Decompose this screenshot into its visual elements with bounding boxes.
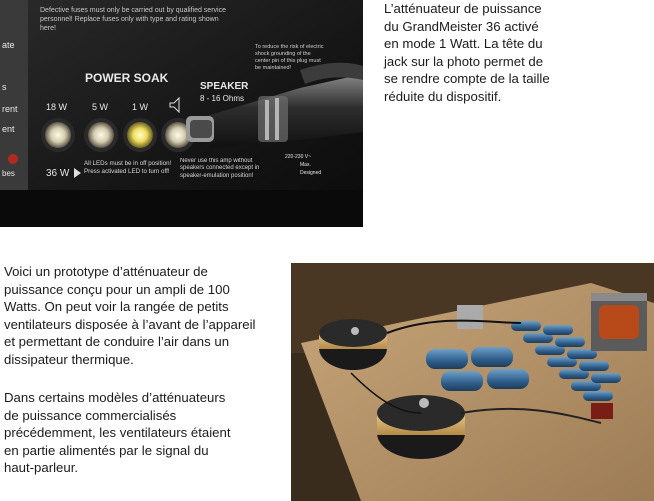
fuse-warning-text: Defective fuses must only be carried out by qualified service personnel! Replace fuses only with type and rating shown here!	[40, 7, 226, 32]
led-label-5w: 5 W	[92, 102, 109, 112]
led-18w-button[interactable]	[45, 122, 71, 148]
led-1w-button[interactable]	[127, 122, 153, 148]
led-label-18w: 18 W	[46, 102, 68, 112]
prototype-attenuator-photo	[291, 263, 654, 501]
led-note-text: All LEDs must be in off position! Press activated LED to turn off!	[84, 160, 172, 175]
amp-label-bes: bes	[2, 169, 15, 178]
voltage-label: 220-230 V~	[285, 154, 311, 160]
amp-label-ate: ate	[2, 40, 15, 50]
amp-label-ent: ent	[2, 124, 15, 134]
red-component	[591, 403, 613, 419]
amp-power-soak-photo	[0, 0, 363, 227]
amp-label-s: s	[2, 82, 7, 92]
transformer	[591, 293, 647, 351]
level-36w-label: 36 W	[46, 168, 70, 179]
designed-label: Designed	[300, 170, 322, 176]
speaker-note-text: Never use this amp without speakers connected except in speaker-emulation position!	[180, 158, 260, 179]
shock-warning-text: To reduce the risk of electric shock grounding of the center pin of this plug must be maintained!	[255, 44, 324, 71]
red-led-icon	[8, 154, 18, 164]
led-5w-button[interactable]	[88, 122, 114, 148]
caption-grandmeister: L’atténuateur de puissance du GrandMeister 36 activé en mode 1 Watt. La tête du jack sur la photo permet de se rendre compte de la taille réduite du dispositif.	[384, 1, 550, 104]
speaker-label: SPEAKER	[200, 81, 249, 92]
caption-commercial-models: Dans certains modèles d’atténuateurs de puissance commercialisés précédemment, les ventilateurs étaient en partie alimentés par le signal du haut-parleur.	[4, 390, 231, 476]
inductor-coil-top	[319, 319, 387, 370]
power-soak-label: POWER SOAK	[85, 71, 169, 85]
amp-label-rent: rent	[2, 104, 18, 114]
metal-bracket	[457, 305, 483, 329]
max-label: Max.	[300, 162, 311, 168]
led-label-1w: 1 W	[132, 102, 149, 112]
caption-prototype: Voici un prototype d’atténuateur de puissance conçu pour un ampli de 100 Watts. On peut voir la rangée de petits ventilateurs disposée à l’avant de l’appareil et permettant de conduire l’air dans un dissipateur thermique.	[4, 264, 256, 367]
ohms-label: 8 - 16 Ohms	[200, 94, 245, 103]
